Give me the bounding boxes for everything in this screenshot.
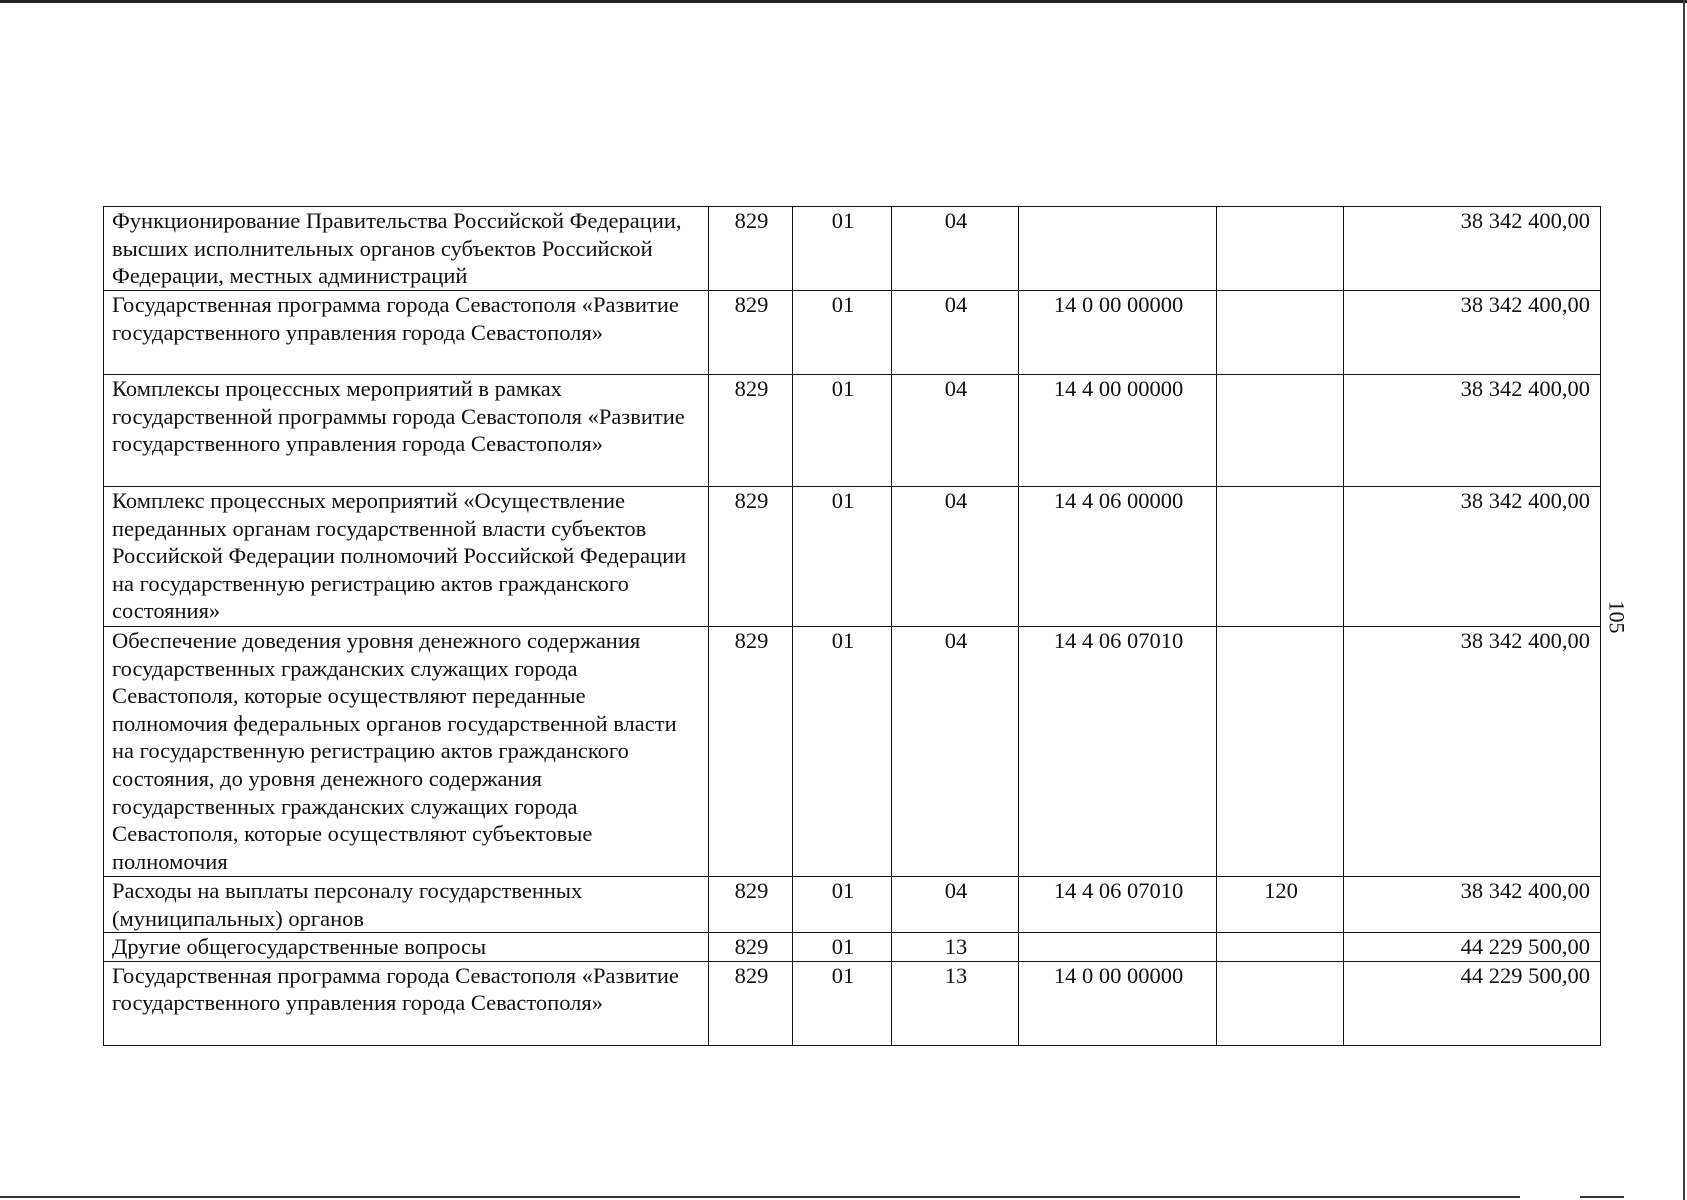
row-expense-type: [1217, 487, 1344, 627]
row-amount: 44 229 500,00: [1344, 933, 1601, 962]
row-target: 14 4 06 00000: [1019, 487, 1217, 627]
row-amount: 38 342 400,00: [1344, 207, 1601, 291]
row-expense-type: [1217, 961, 1344, 1045]
page-edge-bottom-mark: [1580, 1196, 1624, 1198]
row-section: 01: [793, 877, 892, 933]
row-amount: 38 342 400,00: [1344, 487, 1601, 627]
row-name: Функционирование Правительства Российской Федерации, высших исполнительных органов субъектов Российской Федерации, местных администраций: [104, 207, 709, 291]
row-subsection: 04: [892, 487, 1019, 627]
row-expense-type: [1217, 933, 1344, 962]
row-subsection: 13: [892, 961, 1019, 1045]
row-name: Комплекс процессных мероприятий «Осуществление переданных органам государственной власти субъектов Российской Федерации полномочий Российской Федерации на государственную регистрацию актов гражданского состояния»: [104, 487, 709, 627]
row-amount: 38 342 400,00: [1344, 627, 1601, 877]
table-row: [104, 375, 1601, 487]
row-section: 01: [793, 487, 892, 627]
row-target: 14 4 00 00000: [1019, 375, 1217, 487]
row-name: Другие общегосударственные вопросы: [104, 933, 709, 962]
row-grbs: 829: [709, 291, 793, 375]
row-grbs: 829: [709, 487, 793, 627]
row-grbs: 829: [709, 375, 793, 487]
row-subsection: 04: [892, 207, 1019, 291]
row-name: Комплексы процессных мероприятий в рамках государственной программы города Севастополя «Развитие государственного управления города Севастополя»: [104, 375, 709, 487]
page-edge-right: [1683, 0, 1685, 1200]
row-amount: 38 342 400,00: [1344, 375, 1601, 487]
row-grbs: 829: [709, 933, 793, 962]
row-name: Государственная программа города Севастополя «Развитие государственного управления города Севастополя»: [104, 291, 709, 375]
page-number: 105: [1604, 600, 1630, 634]
row-target: [1019, 933, 1217, 962]
row-subsection: 04: [892, 291, 1019, 375]
row-target: 14 0 00 00000: [1019, 291, 1217, 375]
row-target: 14 4 06 07010: [1019, 877, 1217, 933]
row-expense-type: [1217, 627, 1344, 877]
row-subsection: 04: [892, 877, 1019, 933]
row-grbs: 829: [709, 961, 793, 1045]
row-section: 01: [793, 207, 892, 291]
table-row: [104, 487, 1601, 627]
row-section: 01: [793, 961, 892, 1045]
row-section: 01: [793, 627, 892, 877]
row-target: 14 0 00 00000: [1019, 961, 1217, 1045]
row-amount: 38 342 400,00: [1344, 877, 1601, 933]
row-name: Расходы на выплаты персоналу государственных (муниципальных) органов: [104, 877, 709, 933]
row-expense-type: [1217, 207, 1344, 291]
row-target: [1019, 207, 1217, 291]
page-edge-bottom: [0, 1196, 1520, 1198]
row-subsection: 04: [892, 375, 1019, 487]
row-name: Обеспечение доведения уровня денежного содержания государственных гражданских служащих города Севастополя, которые осуществляют переданные полномочия федеральных органов государственной власти на государственную регистрацию актов гражданского состояния, до уровня денежного содержания государственных гражданских служащих города Севастополя, которые осуществляют субъектовые полномочия: [104, 627, 709, 877]
row-section: 01: [793, 375, 892, 487]
table-row: [104, 291, 1601, 375]
row-expense-type: [1217, 291, 1344, 375]
table-row: [104, 207, 1601, 291]
row-expense-type: 120: [1217, 877, 1344, 933]
row-grbs: 829: [709, 207, 793, 291]
row-subsection: 04: [892, 627, 1019, 877]
table-row: [104, 961, 1601, 1045]
table-row: [104, 933, 1601, 962]
row-expense-type: [1217, 375, 1344, 487]
row-section: 01: [793, 291, 892, 375]
budget-table: [103, 206, 1601, 1046]
page-edge-top: [0, 0, 1687, 3]
row-grbs: 829: [709, 627, 793, 877]
table-row: [104, 627, 1601, 877]
row-amount: 44 229 500,00: [1344, 961, 1601, 1045]
row-section: 01: [793, 933, 892, 962]
row-subsection: 13: [892, 933, 1019, 962]
table-row: [104, 877, 1601, 933]
row-name: Государственная программа города Севастополя «Развитие государственного управления города Севастополя»: [104, 961, 709, 1045]
row-grbs: 829: [709, 877, 793, 933]
row-amount: 38 342 400,00: [1344, 291, 1601, 375]
row-target: 14 4 06 07010: [1019, 627, 1217, 877]
